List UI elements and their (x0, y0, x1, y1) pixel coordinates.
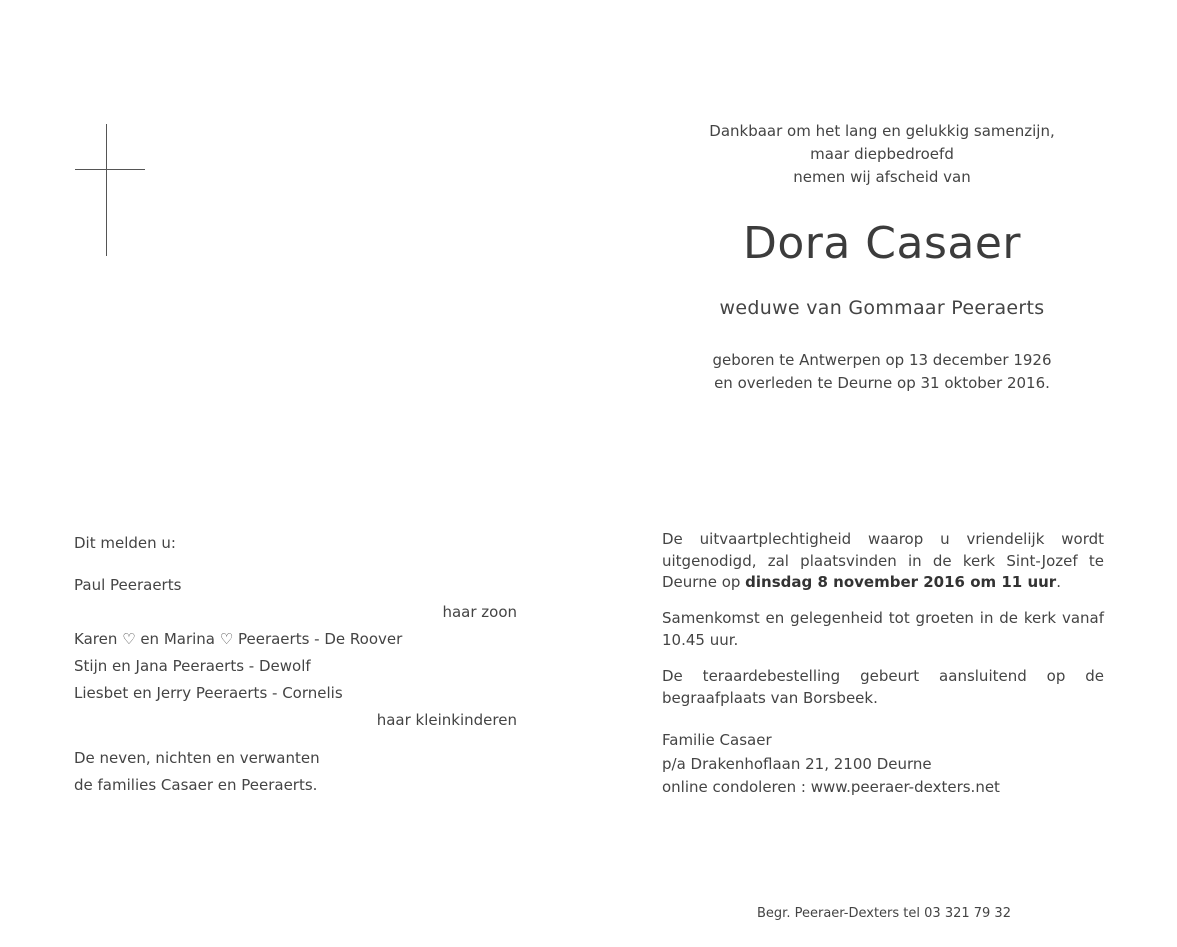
grandchild-line-1: Karen ♡ en Marina ♡ Peeraerts - De Roover (74, 630, 403, 648)
son-role: haar zoon (442, 603, 517, 621)
relatives-line-1: De neven, nichten en verwanten (74, 749, 320, 767)
deceased-name: Dora Casaer (742, 218, 1022, 269)
cross-horizontal-bar (75, 169, 145, 170)
intro-line-2: maar diepbedroefd (810, 145, 954, 163)
announcement-opening: Dit melden u: (74, 534, 176, 552)
undertaker-footer: Begr. Peeraer-Dexters tel 03 321 79 32 (757, 906, 1011, 921)
spouse-line: weduwe van Gommaar Peeraerts (719, 297, 1045, 319)
died-line: en overleden te Deurne op 31 oktober 2016. (714, 374, 1050, 392)
grandchild-line-2: Stijn en Jana Peeraerts - Dewolf (74, 657, 311, 675)
burial-paragraph: De teraardebestelling gebeurt aansluitend op de begraafplaats van Borsbeek. (662, 667, 1104, 707)
grandchildren-role: haar kleinkinderen (376, 711, 517, 729)
son-name: Paul Peeraerts (74, 576, 182, 594)
ceremony-date: dinsdag 8 november 2016 om 11 uur (745, 573, 1057, 591)
born-line: geboren te Antwerpen op 13 december 1926 (712, 351, 1052, 369)
contact-family: Familie Casaer (662, 731, 772, 749)
ceremony-text: De uitvaartplechtigheid waarop u vriendelijk wordt uitgenodigd, zal plaatsvinden in de kerk Sint-Jozef te Deurne op (662, 530, 1104, 591)
contact-online: online condoleren : www.peeraer-dexters.net (662, 778, 1000, 796)
intro-line-1: Dankbaar om het lang en gelukkig samenzijn, (709, 122, 1055, 140)
ceremony-paragraph (662, 529, 1104, 594)
contact-address: p/a Drakenhoflaan 21, 2100 Deurne (662, 754, 932, 773)
intro-block (662, 120, 1102, 189)
cross-vertical-bar (106, 124, 107, 256)
intro-line-3: nemen wij afscheid van (793, 168, 971, 186)
grandchild-line-3: Liesbet en Jerry Peeraerts - Cornelis (74, 684, 343, 702)
contact-block (662, 729, 1104, 800)
gathering-paragraph: Samenkomst en gelegenheid tot groeten in de kerk vanaf 10.45 uur. (662, 609, 1104, 649)
relatives-line-2: de families Casaer en Peeraerts. (74, 776, 318, 794)
life-dates (662, 349, 1102, 395)
ceremony-end: . (1056, 573, 1061, 591)
